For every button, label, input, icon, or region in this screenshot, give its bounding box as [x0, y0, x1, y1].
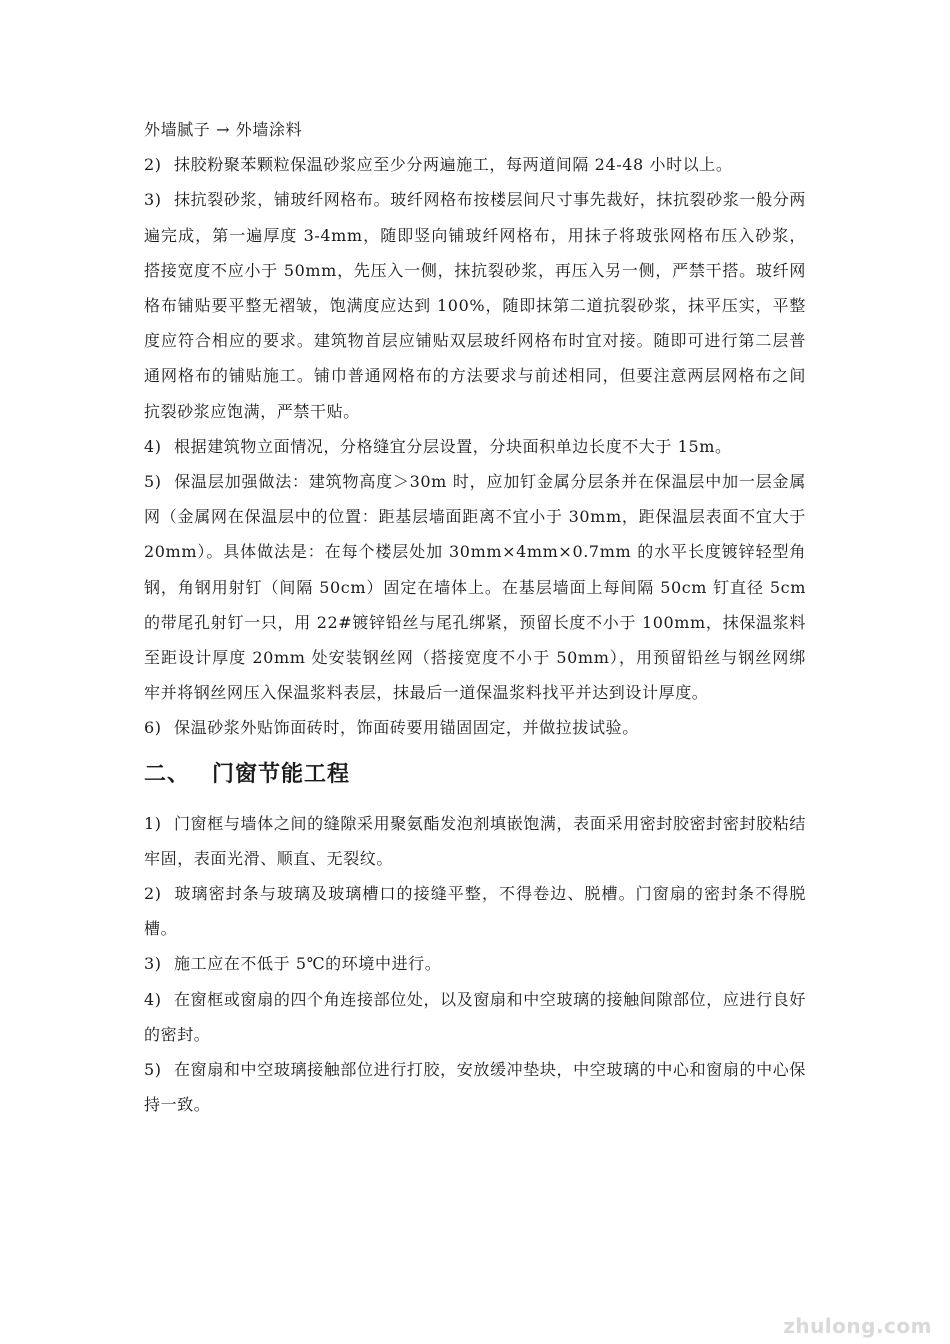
list-item [144, 464, 806, 710]
list-item [144, 710, 806, 745]
item-text: 施工应在不低于 5℃的环境中进行。 [174, 954, 442, 974]
list-item [144, 1052, 806, 1122]
item-number: 2) [144, 884, 162, 904]
item-number: 5) [144, 1060, 162, 1080]
watermark: zhulong.com [783, 1314, 932, 1338]
flow-line: 外墙腻子 → 外墙涂料 [144, 120, 303, 139]
item-text: 在窗扇和中空玻璃接触部位进行打胶，安放缓冲垫块，中空玻璃的中心和窗扇的中心保持一致。 [144, 1060, 806, 1115]
list-item [144, 806, 806, 876]
item-text: 保温层加强做法：建筑物高度＞30m 时，应加钉金属分层条并在保温层中加一层金属网（金属网在保温层中的位置：距基层墙面距离不宜小于 30mm，距保温层表面不宜大于 20mm）。具体做法是：在每个楼层处加 30mm×4mm×0.7mm 的水平长度镀锌轻型角钢，角钢用射钉（间隔 50cm）固定在墙体上。在基层墙面上每间隔 50cm 钉直径 5cm 的带尾孔射钉一只，用 22#镀锌铅丝与尾孔绑紧，预留长度不小于 100mm，抹保温浆料至距设计厚度 20mm 处安装钢丝网（搭接宽度不小于 50mm），用预留铅丝与钢丝网绑牢并将钢丝网压入保温浆料表层，抹最后一道保温浆料找平并达到设计厚度。 [144, 472, 806, 703]
list-item [144, 182, 806, 428]
section-title: 门窗节能工程 [212, 761, 351, 787]
section-number: 二、 [144, 761, 191, 787]
item-number: 3) [144, 190, 162, 210]
item-number: 4) [144, 436, 162, 456]
list-item [144, 147, 806, 182]
list-item [144, 982, 806, 1052]
item-number: 3) [144, 954, 162, 974]
list-item [144, 429, 806, 464]
item-number: 2) [144, 155, 162, 175]
item-text: 保温砂浆外贴饰面砖时，饰面砖要用锚固固定，并做拉拔试验。 [174, 718, 639, 738]
item-text: 在窗框或窗扇的四个角连接部位处，以及窗扇和中空玻璃的接触间隙部位，应进行良好的密封。 [144, 989, 806, 1044]
document-page [144, 112, 806, 1122]
item-text: 根据建筑物立面情况，分格缝宜分层设置，分块面积单边长度不大于 15m。 [174, 436, 732, 456]
item-number: 5) [144, 472, 162, 492]
list-item [144, 946, 806, 981]
item-text: 抹胶粉聚苯颗粒保温砂浆应至少分两遍施工，每两道间隔 24-48 小时以上。 [174, 155, 733, 175]
section-heading [144, 760, 806, 790]
item-number: 6) [144, 718, 162, 738]
item-text: 玻璃密封条与玻璃及玻璃槽口的接缝平整，不得卷边、脱槽。门窗扇的密封条不得脱槽。 [144, 884, 806, 939]
item-text: 抹抗裂砂浆，铺玻纤网格布。玻纤网格布按楼层间尺寸事先裁好，抹抗裂砂浆一般分两遍完成，第一遍厚度 3-4mm，随即竖向铺玻纤网格布，用抹子将玻张网格布压入砂浆，搭接宽度不应小于 50mm，先压入一侧，抹抗裂砂浆，再压入另一侧，严禁干搭。玻纤网格布铺贴要平整无褶皱，饱满度应达到 100%，随即抹第二道抗裂砂浆，抹平压实，平整度应符合相应的要求。建筑物首层应铺贴双层玻纤网格布时宜对接。随即可进行第二层普通网格布的铺贴施工。铺巾普通网格布的方法要求与前述相同，但要注意两层网格布之间抗裂砂浆应饱满，严禁干贴。 [144, 190, 806, 421]
list-item [144, 876, 806, 946]
item-number: 4) [144, 989, 162, 1009]
item-number: 1) [144, 813, 162, 833]
item-text: 门窗框与墙体之间的缝隙采用聚氨酯发泡剂填嵌饱满，表面采用密封胶密封密封胶粘结牢固，表面光滑、顺直、无裂纹。 [144, 813, 806, 868]
